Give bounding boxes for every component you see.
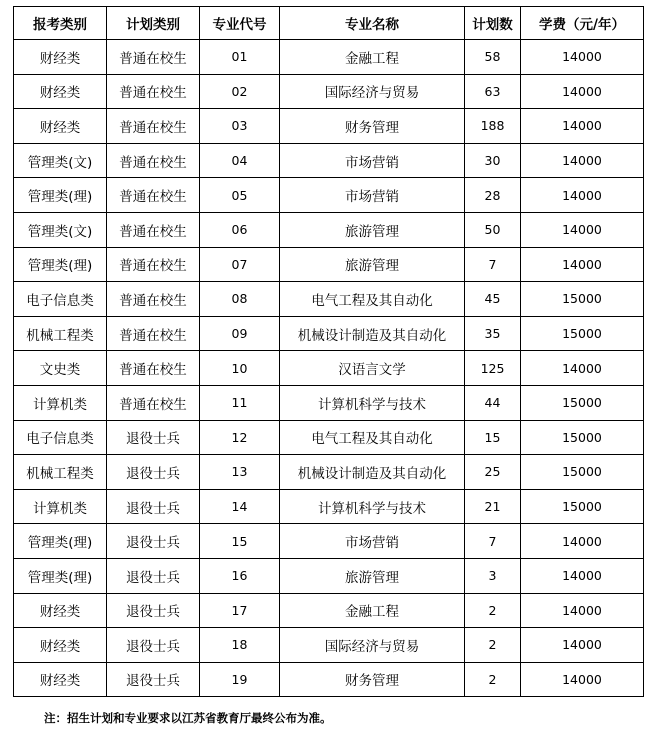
plan-count-cell: 58	[465, 40, 521, 75]
tuition-cell: 14000	[521, 178, 644, 213]
plan-type-cell: 退役士兵	[107, 524, 200, 559]
tuition-cell: 15000	[521, 316, 644, 351]
tuition-cell: 14000	[521, 143, 644, 178]
plan-type-cell: 退役士兵	[107, 662, 200, 697]
tuition-cell: 14000	[521, 524, 644, 559]
category-cell: 机械工程类	[14, 455, 107, 490]
category-cell: 电子信息类	[14, 420, 107, 455]
tuition-cell: 15000	[521, 455, 644, 490]
category-cell: 管理类(理)	[14, 247, 107, 282]
tuition-cell: 15000	[521, 489, 644, 524]
major-name-cell: 计算机科学与技术	[280, 385, 465, 420]
plan-type-cell: 普通在校生	[107, 74, 200, 109]
major-code-cell: 08	[200, 282, 280, 317]
table-row	[14, 628, 644, 663]
plan-type-cell: 普通在校生	[107, 40, 200, 75]
category-cell: 计算机类	[14, 489, 107, 524]
plan-type-cell: 退役士兵	[107, 558, 200, 593]
category-cell: 管理类(文)	[14, 212, 107, 247]
category-cell: 财经类	[14, 593, 107, 628]
category-cell: 机械工程类	[14, 316, 107, 351]
plan-count-cell: 28	[465, 178, 521, 213]
header-major-name: 专业名称	[280, 7, 465, 40]
table-body	[14, 40, 644, 697]
plan-count-cell: 125	[465, 351, 521, 386]
major-code-cell: 04	[200, 143, 280, 178]
category-cell: 管理类(理)	[14, 558, 107, 593]
major-name-cell: 计算机科学与技术	[280, 489, 465, 524]
tuition-cell: 14000	[521, 628, 644, 663]
major-name-cell: 旅游管理	[280, 212, 465, 247]
header-plan-type: 计划类别	[107, 7, 200, 40]
table-row	[14, 74, 644, 109]
tuition-cell: 15000	[521, 282, 644, 317]
major-name-cell: 财务管理	[280, 662, 465, 697]
tuition-cell: 15000	[521, 385, 644, 420]
tuition-cell: 14000	[521, 593, 644, 628]
category-cell: 管理类(理)	[14, 178, 107, 213]
plan-count-cell: 21	[465, 489, 521, 524]
header-plan-count: 计划数	[465, 7, 521, 40]
table-row	[14, 282, 644, 317]
tuition-cell: 14000	[521, 247, 644, 282]
plan-count-cell: 44	[465, 385, 521, 420]
plan-type-cell: 退役士兵	[107, 628, 200, 663]
plan-count-cell: 15	[465, 420, 521, 455]
plan-type-cell: 普通在校生	[107, 351, 200, 386]
table-row	[14, 455, 644, 490]
footnote: 注：招生计划和专业要求以江苏省教育厅最终公布为准。	[44, 711, 332, 725]
plan-count-cell: 25	[465, 455, 521, 490]
major-name-cell: 财务管理	[280, 109, 465, 144]
plan-type-cell: 普通在校生	[107, 143, 200, 178]
plan-count-cell: 3	[465, 558, 521, 593]
major-name-cell: 旅游管理	[280, 247, 465, 282]
category-cell: 文史类	[14, 351, 107, 386]
major-code-cell: 05	[200, 178, 280, 213]
header-tuition: 学费（元/年）	[521, 7, 644, 40]
tuition-cell: 14000	[521, 40, 644, 75]
major-name-cell: 机械设计制造及其自动化	[280, 316, 465, 351]
table-row	[14, 316, 644, 351]
major-name-cell: 市场营销	[280, 143, 465, 178]
plan-type-cell: 普通在校生	[107, 178, 200, 213]
plan-type-cell: 普通在校生	[107, 282, 200, 317]
tuition-cell: 14000	[521, 351, 644, 386]
category-cell: 计算机类	[14, 385, 107, 420]
category-cell: 财经类	[14, 40, 107, 75]
tuition-cell: 14000	[521, 109, 644, 144]
plan-count-cell: 45	[465, 282, 521, 317]
plan-count-cell: 50	[465, 212, 521, 247]
table-row	[14, 247, 644, 282]
tuition-cell: 14000	[521, 212, 644, 247]
plan-type-cell: 普通在校生	[107, 316, 200, 351]
plan-count-cell: 35	[465, 316, 521, 351]
major-name-cell: 电气工程及其自动化	[280, 420, 465, 455]
header-major-code: 专业代号	[200, 7, 280, 40]
major-code-cell: 06	[200, 212, 280, 247]
tuition-cell: 14000	[521, 74, 644, 109]
plan-count-cell: 30	[465, 143, 521, 178]
table-header-row	[14, 7, 644, 40]
plan-type-cell: 退役士兵	[107, 489, 200, 524]
table-row	[14, 109, 644, 144]
major-name-cell: 金融工程	[280, 593, 465, 628]
major-code-cell: 12	[200, 420, 280, 455]
plan-count-cell: 7	[465, 524, 521, 559]
tuition-cell: 14000	[521, 558, 644, 593]
major-name-cell: 机械设计制造及其自动化	[280, 455, 465, 490]
table-row	[14, 593, 644, 628]
plan-type-cell: 普通在校生	[107, 247, 200, 282]
plan-type-cell: 普通在校生	[107, 212, 200, 247]
table-row	[14, 558, 644, 593]
plan-count-cell: 188	[465, 109, 521, 144]
major-name-cell: 汉语言文学	[280, 351, 465, 386]
plan-type-cell: 普通在校生	[107, 109, 200, 144]
category-cell: 财经类	[14, 109, 107, 144]
major-name-cell: 国际经济与贸易	[280, 74, 465, 109]
table-row	[14, 351, 644, 386]
major-name-cell: 市场营销	[280, 178, 465, 213]
major-code-cell: 07	[200, 247, 280, 282]
major-code-cell: 16	[200, 558, 280, 593]
category-cell: 管理类(文)	[14, 143, 107, 178]
major-code-cell: 02	[200, 74, 280, 109]
table-row	[14, 385, 644, 420]
major-name-cell: 国际经济与贸易	[280, 628, 465, 663]
category-cell: 电子信息类	[14, 282, 107, 317]
table-row	[14, 143, 644, 178]
header-category: 报考类别	[14, 7, 107, 40]
plan-count-cell: 63	[465, 74, 521, 109]
enrollment-plan-table-wrapper	[13, 6, 644, 697]
major-code-cell: 19	[200, 662, 280, 697]
major-name-cell: 市场营销	[280, 524, 465, 559]
major-code-cell: 14	[200, 489, 280, 524]
plan-count-cell: 7	[465, 247, 521, 282]
major-name-cell: 电气工程及其自动化	[280, 282, 465, 317]
major-code-cell: 13	[200, 455, 280, 490]
plan-count-cell: 2	[465, 662, 521, 697]
table-row	[14, 178, 644, 213]
major-code-cell: 09	[200, 316, 280, 351]
table-row	[14, 420, 644, 455]
plan-type-cell: 普通在校生	[107, 385, 200, 420]
table-row	[14, 40, 644, 75]
enrollment-plan-table	[13, 6, 644, 697]
tuition-cell: 14000	[521, 662, 644, 697]
category-cell: 财经类	[14, 662, 107, 697]
major-code-cell: 18	[200, 628, 280, 663]
category-cell: 管理类(理)	[14, 524, 107, 559]
major-code-cell: 10	[200, 351, 280, 386]
major-name-cell: 金融工程	[280, 40, 465, 75]
plan-count-cell: 2	[465, 628, 521, 663]
tuition-cell: 15000	[521, 420, 644, 455]
plan-type-cell: 退役士兵	[107, 593, 200, 628]
plan-type-cell: 退役士兵	[107, 455, 200, 490]
major-code-cell: 11	[200, 385, 280, 420]
major-code-cell: 01	[200, 40, 280, 75]
category-cell: 财经类	[14, 628, 107, 663]
category-cell: 财经类	[14, 74, 107, 109]
plan-type-cell: 退役士兵	[107, 420, 200, 455]
major-name-cell: 旅游管理	[280, 558, 465, 593]
table-row	[14, 489, 644, 524]
plan-count-cell: 2	[465, 593, 521, 628]
major-code-cell: 03	[200, 109, 280, 144]
major-code-cell: 15	[200, 524, 280, 559]
table-row	[14, 662, 644, 697]
table-row	[14, 524, 644, 559]
major-code-cell: 17	[200, 593, 280, 628]
table-row	[14, 212, 644, 247]
